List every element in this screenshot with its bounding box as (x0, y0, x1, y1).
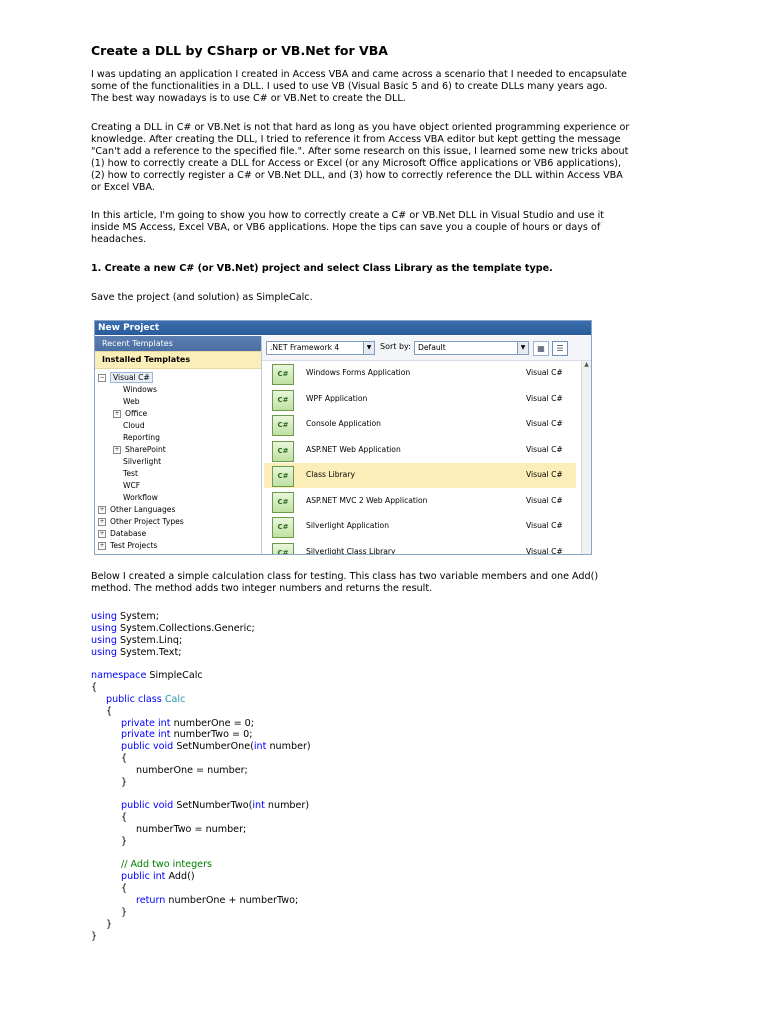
tree-item[interactable] (123, 420, 145, 431)
template-language: Visual C# (526, 444, 563, 454)
code-token: Calc (164, 694, 186, 705)
code-line (136, 765, 248, 777)
csharp-template-icon: C# (272, 492, 294, 513)
code-token: } (121, 907, 128, 918)
tree-item[interactable] (123, 456, 161, 467)
tree-item[interactable] (123, 396, 140, 407)
tree-item-label: SharePoint (125, 445, 166, 454)
code-token: Add() (168, 871, 195, 882)
template-language: Visual C# (526, 546, 563, 555)
template-name: Silverlight Application (306, 521, 390, 530)
code-token: System.Collections.Generic; (119, 623, 255, 634)
csharp-template-icon: C# (272, 364, 294, 385)
csharp-template-icon: C# (272, 390, 294, 411)
code-token: numberTwo = number; (136, 824, 247, 835)
code-line (91, 635, 182, 647)
code-token: { (121, 883, 128, 894)
csharp-template-icon: C# (272, 415, 294, 436)
tree-item-label: Visual C# (110, 372, 153, 383)
code-token: } (121, 777, 128, 788)
framework-value: .NET Framework 4 (270, 343, 340, 352)
template-row[interactable] (264, 412, 576, 437)
code-token: SetNumberOne( (176, 741, 254, 752)
code-token: int (252, 800, 265, 811)
code-token: numberOne + numberTwo; (168, 895, 299, 906)
code-line (91, 647, 181, 659)
template-language: Visual C# (526, 495, 563, 505)
expand-icon[interactable]: + (99, 530, 105, 537)
code-token: using (91, 635, 117, 646)
tree-item-label: WCF (123, 481, 141, 490)
code-token: { (121, 812, 128, 823)
tree-item-label: Workflow (123, 493, 158, 502)
new-project-dialog (94, 320, 592, 555)
code-token: public (121, 741, 150, 752)
code-line (121, 741, 311, 753)
template-name: Class Library (306, 470, 355, 479)
scrollbar[interactable] (581, 361, 591, 554)
class-description: Below I created a simple calculation class for testing. This class has two variable members and one Add() method. The method adds two integer numbers and returns the result. (91, 571, 599, 594)
intro-paragraph: I was updating an application I created in Access VBA and came across a scenario that I needed to encapsulate some of the functionalities in a DLL. I used to use VB (Visual Basic 5 and 6) to create DLLs many years ago. The best way nowadays is to use C# or VB.Net to create the DLL. (91, 69, 627, 104)
template-language: Visual C# (526, 470, 563, 479)
article-paragraph: In this article, I'm going to show you how to correctly create a C# or VB.Net DLL in Visual Studio and use it inside MS Access, Excel VBA, or VB6 applications. Hope the tips can save you a couple of hours or days of headaches. (91, 210, 605, 245)
tree-item[interactable] (98, 516, 184, 527)
code-token: SimpleCalc (149, 670, 203, 681)
template-list-pane (262, 336, 591, 554)
step-1-heading: 1. Create a new C# (or VB.Net) project and select Class Library as the template type. (91, 263, 553, 274)
template-name: ASP.NET MVC 2 Web Application (306, 495, 428, 505)
tree-item[interactable] (123, 480, 140, 491)
code-line (121, 729, 252, 741)
tree-item-label: Cloud (123, 421, 145, 430)
template-row[interactable] (264, 489, 576, 514)
code-token: } (91, 931, 98, 942)
tree-item-label: Other Project Types (110, 517, 184, 526)
sort-label: Sort by: (380, 342, 411, 351)
code-line (121, 777, 127, 789)
tree-item[interactable] (98, 372, 153, 383)
dialog-title: New Project (95, 321, 591, 335)
tree-item[interactable] (123, 492, 158, 503)
tree-item-label: Windows (123, 385, 157, 394)
tree-item-label: Reporting (123, 433, 160, 442)
template-name: WPF Application (306, 393, 368, 403)
code-token: private (121, 729, 155, 740)
framework-select[interactable] (266, 341, 375, 355)
code-token: } (121, 836, 128, 847)
chevron-down-icon[interactable]: ▼ (517, 342, 528, 354)
code-token: } (106, 919, 113, 930)
code-line (136, 895, 298, 907)
csharp-template-icon: C# (272, 517, 294, 538)
code-line (121, 812, 127, 824)
code-token: number) (267, 800, 310, 811)
templates-pane (95, 336, 262, 554)
csharp-template-icon: C# (272, 543, 294, 556)
template-language: Visual C# (526, 419, 563, 428)
code-token: { (121, 753, 128, 764)
code-line (91, 623, 255, 635)
template-language: Visual C# (526, 368, 563, 377)
code-token: namespace (91, 670, 147, 681)
code-token: int (152, 871, 166, 882)
recent-templates[interactable]: Recent Templates (95, 336, 261, 351)
tree-item[interactable] (98, 528, 146, 539)
template-name: Silverlight Class Library (306, 546, 396, 555)
code-line (106, 706, 112, 718)
template-row[interactable] (264, 438, 576, 463)
tree-item[interactable] (98, 540, 157, 551)
tree-item-label: Office (125, 409, 148, 418)
template-row[interactable] (264, 361, 576, 386)
template-row[interactable] (264, 387, 576, 412)
code-token: void (152, 800, 174, 811)
code-token: System.Linq; (119, 635, 183, 646)
sort-select[interactable] (414, 341, 529, 355)
tree-item[interactable] (98, 504, 175, 515)
code-token: numberOne = 0; (173, 718, 255, 729)
tree-item[interactable] (123, 432, 160, 443)
code-token: int (157, 718, 171, 729)
code-token: private (121, 718, 155, 729)
code-line (121, 883, 127, 895)
template-toolbar (262, 336, 591, 361)
code-token: numberTwo = 0; (173, 729, 253, 740)
scroll-up-icon[interactable]: ▲ (584, 361, 589, 368)
tree-item-label: Database (110, 529, 147, 538)
tree-item[interactable] (113, 408, 147, 419)
code-line (121, 753, 127, 765)
code-line (121, 800, 309, 812)
page-title: Create a DLL by CSharp or VB.Net for VBA (91, 43, 388, 58)
code-token: using (91, 623, 117, 634)
csharp-template-icon: C# (272, 441, 294, 462)
code-token: numberOne = number; (136, 765, 248, 776)
code-line (91, 682, 97, 694)
sort-value: Default (418, 343, 446, 352)
tree-item[interactable] (123, 468, 138, 479)
template-language: Visual C# (526, 521, 563, 530)
expand-icon[interactable]: + (99, 542, 105, 549)
medium-icons-view-icon[interactable]: ▦ (533, 341, 549, 356)
code-token: public (121, 871, 150, 882)
code-line (106, 694, 185, 706)
tree-item[interactable] (113, 444, 166, 455)
installed-templates[interactable]: Installed Templates (95, 351, 261, 369)
tree-item-label: Web (123, 397, 140, 406)
tree-item-label: Other Languages (110, 505, 176, 514)
code-token: using (91, 647, 117, 658)
code-token: { (106, 706, 113, 717)
code-token: SetNumberTwo( (176, 800, 253, 811)
code-token: System; (119, 611, 159, 622)
tree-item-label: Silverlight (123, 457, 162, 466)
list-view-icon[interactable]: ☰ (552, 341, 568, 356)
code-line (121, 907, 127, 919)
expand-icon[interactable]: + (114, 410, 120, 417)
code-token: using (91, 611, 117, 622)
tree-item[interactable] (123, 384, 157, 395)
expand-icon[interactable]: + (99, 506, 105, 513)
collapse-icon[interactable]: − (99, 374, 105, 381)
expand-icon[interactable]: + (99, 518, 105, 525)
code-token: System.Text; (119, 647, 182, 658)
reference-paragraph: Creating a DLL in C# or VB.Net is not that hard as long as you have object oriented programming experience or knowledge. After creating the DLL, I tried to reference it from Access VBA editor but kept getting the message "Can't add a reference to the specified file.". After some research on this issue, I learned some new tricks about (1) how to correctly create a DLL for Access or Excel (or any Microsoft Office applications or VB6 applications), (2) how to correctly register a C# or VB.Net DLL, and (3) how to correctly reference the DLL within Access VBA or Excel VBA. (91, 122, 630, 193)
code-line (136, 824, 246, 836)
template-name: ASP.NET Web Application (306, 444, 401, 454)
code-token: class (137, 694, 162, 705)
code-line (91, 931, 97, 943)
template-row[interactable] (264, 463, 576, 488)
template-name: Console Application (306, 419, 381, 428)
code-token: public (121, 800, 150, 811)
expand-icon[interactable]: + (114, 446, 120, 453)
code-token: { (91, 682, 98, 693)
code-line (91, 611, 159, 623)
code-token: int (157, 729, 171, 740)
code-token: public (106, 694, 135, 705)
chevron-down-icon[interactable]: ▼ (363, 342, 374, 354)
tree-item-label: Test Projects (110, 541, 158, 550)
code-token: void (152, 741, 174, 752)
code-line (121, 836, 127, 848)
template-row[interactable] (264, 514, 576, 539)
save-instruction: Save the project (and solution) as SimpleCalc. (91, 292, 313, 303)
csharp-template-icon: C# (272, 466, 294, 487)
code-token: int (253, 741, 267, 752)
code-line (121, 871, 195, 883)
code-line (106, 919, 112, 931)
code-line (91, 670, 203, 682)
template-language: Visual C# (526, 393, 563, 403)
code-comment: // Add two integers (121, 859, 213, 870)
template-name: Windows Forms Application (306, 368, 411, 377)
template-row[interactable] (264, 540, 576, 556)
code-token: return (136, 895, 166, 906)
code-token: number) (269, 741, 311, 752)
tree-item-label: Test (123, 469, 138, 478)
